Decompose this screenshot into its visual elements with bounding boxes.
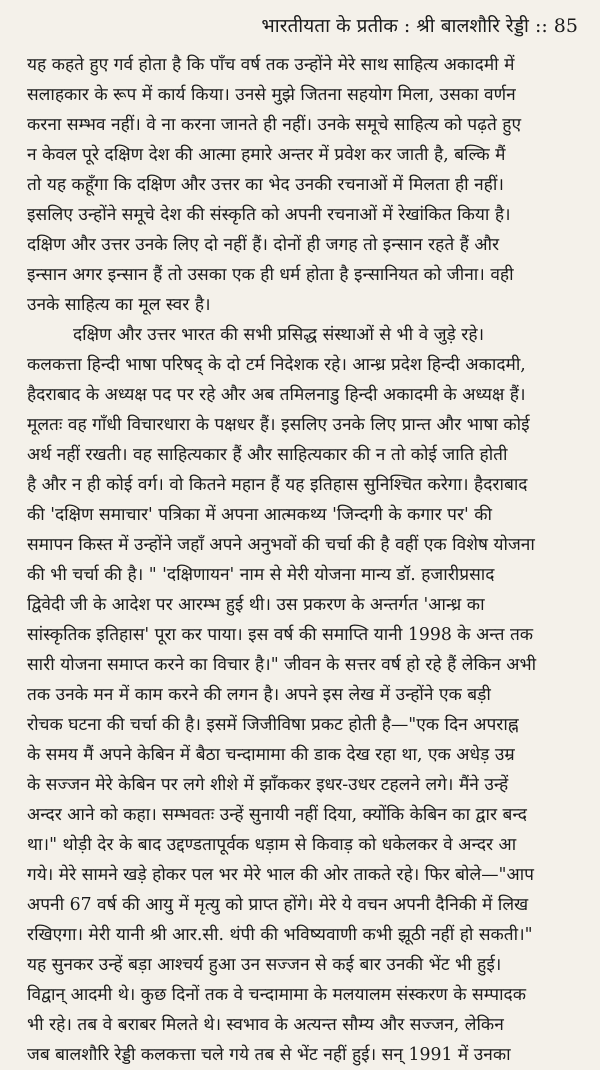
text-line: न केवल पूरे दक्षिण देश की आत्मा हमारे अन्तर में प्रवेश कर जाती है, बल्कि मैं (27, 145, 506, 165)
text-line: के सज्जन मेरे केबिन पर लगे शीशे में झाँककर इधर-उधर टहलने लगे। मैंने उन्हें (27, 775, 509, 795)
page-body (27, 50, 586, 1070)
text-line: कलकत्ता हिन्दी भाषा परिषद् के दो टर्म निदेशक रहे। आन्ध्र प्रदेश हिन्दी अकादमी, (27, 355, 526, 375)
text-line: अपनी 67 वर्ष की आयु में मृत्यु को प्राप्त होंगे। मेरे ये वचन अपनी दैनिकी में लिख (27, 895, 529, 915)
text-line: यह सुनकर उन्हें बड़ा आश्चर्य हुआ उन सज्जन से कई बार उनकी भेंट भी हुई। (27, 955, 502, 975)
text-line: उनके साहित्य का मूल स्वर है। (27, 295, 211, 315)
text-line: अन्दर आने को कहा। सम्भवतः उन्हें सुनायी नहीं दिया, क्योंकि केबिन का द्वार बन्द (27, 805, 527, 825)
text-line: दक्षिण और उत्तर भारत की सभी प्रसिद्ध संस्थाओं से भी वे जुड़े रहे। (73, 325, 485, 345)
text-line: समापन किस्त में उन्होंने जहाँ अपने अनुभवों की चर्चा की है वहीं एक विशेष योजना (27, 535, 535, 555)
text-line: तक उनके मन में काम करने की लगन है। अपने इस लेख में उन्होंने एक बड़ी (27, 685, 491, 705)
text-line: रोचक घटना की चर्चा की है। इसमें जिजीविषा प्रकट होती है—"एक दिन अपराह्न (27, 715, 519, 735)
text-line: अर्थ नहीं रखती। वह साहित्यकार हैं और साहित्यकार की न तो कोई जाति होती (27, 445, 508, 465)
text-line: गये। मेरे सामने खड़े होकर पल भर मेरे भाल की ओर ताकते रहे। फिर बोले—"आप (27, 865, 534, 885)
text-line: इन्सान अगर इन्सान हैं तो उसका एक ही धर्म होता है इन्सानियत को जीना। वही (27, 265, 514, 285)
text-line: के समय मैं अपने केबिन में बैठा चन्दामामा की डाक देख रहा था, एक अधेड़ उम्र (27, 745, 515, 765)
text-line: करना सम्भव नहीं। वे ना करना जानते ही नहीं। उनके समूचे साहित्य को पढ़ते हुए (27, 115, 522, 135)
text-line: सलाहकार के रूप में कार्य किया। उनसे मुझे जितना सहयोग मिला, उसका वर्णन (27, 85, 516, 105)
text-line: तो यह कहूँगा कि दक्षिण और उत्तर का भेद उनकी रचनाओं में मिलता ही नहीं। (27, 175, 504, 195)
text-line: हैदराबाद के अध्यक्ष पद पर रहे और अब तमिलनाडु हिन्दी अकादमी के अध्यक्ष हैं। (27, 385, 526, 405)
text-line: द्विवेदी जी के आदेश पर आरम्भ हुई थी। उस प्रकरण के अन्तर्गत 'आन्ध्र का (27, 595, 485, 615)
text-line: सांस्कृतिक इतिहास' पूरा कर पाया। इस वर्ष की समाप्ति यानी 1998 के अन्त तक (27, 625, 534, 645)
text-line: भी रहे। तब वे बराबर मिलते थे। स्वभाव के अत्यन्त सौम्य और सज्जन, लेकिन (27, 1015, 504, 1035)
text-line: की भी चर्चा की है। " 'दक्षिणायन' नाम से मेरी योजना मान्य डॉ. हजारीप्रसाद (27, 565, 495, 585)
text-line: था।" थोड़ी देर के बाद उद्दण्डतापूर्वक धड़ाम से किवाड़ को धकेलकर वे अन्दर आ (27, 835, 517, 855)
text-line: इसलिए उन्होंने समूचे देश की संस्कृति को अपनी रचनाओं में रेखांकित किया है। (27, 205, 511, 225)
text-line: विद्वान् आदमी थे। कुछ दिनों तक वे चन्दामामा के मलयालम संस्करण के सम्पादक (27, 985, 526, 1005)
text-line: सारी योजना समाप्त करने का विचार है।" जीवन के सत्तर वर्ष हो रहे हैं लेकिन अभी (27, 655, 537, 675)
text-line: है और न ही कोई वर्ग। वो कितने महान हैं यह इतिहास सुनिश्चित करेगा। हैदराबाद (27, 475, 528, 495)
paragraph (27, 50, 586, 320)
text-line: जब बालशौरि रेड्डी कलकत्ता चले गये तब से भेंट नहीं हुई। सन् 1991 में उनका (27, 1045, 511, 1065)
text-line: यह कहते हुए गर्व होता है कि पाँच वर्ष तक उन्होंने मेरे साथ साहित्य अकादमी में (27, 55, 515, 75)
running-header: भारतीयता के प्रतीक : श्री बालशौरि रेड्डी :: 85 (261, 15, 578, 37)
text-line: की 'दक्षिण समाचार' पत्रिका में अपना आत्मकथ्य 'जिन्दगी के कगार पर' की (27, 505, 493, 525)
text-line: दक्षिण और उत्तर उनके लिए दो नहीं हैं। दोनों ही जगह तो इन्सान रहते हैं और (27, 235, 500, 255)
paragraph (27, 320, 586, 1070)
text-line: मूलतः वह गाँधी विचारधारा के पक्षधर हैं। इसलिए उनके लिए प्रान्त और भाषा कोई (27, 415, 530, 435)
text-line: रखिएगा। मेरी यानी श्री आर.सी. थंपी की भविष्यवाणी कभी झूठी नहीं हो सकती।" (27, 925, 533, 945)
